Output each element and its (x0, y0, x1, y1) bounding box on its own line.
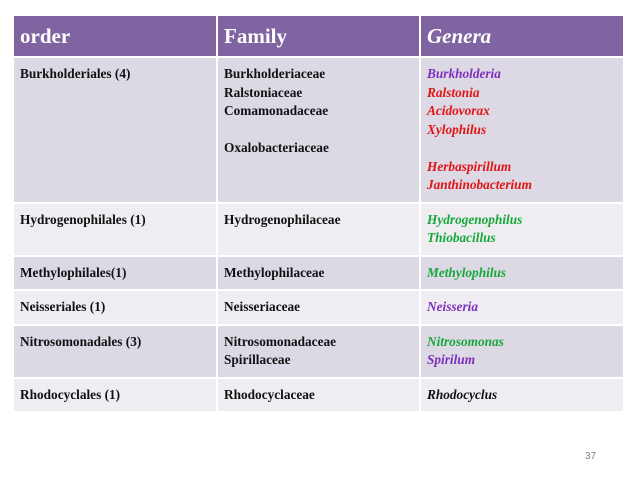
header-family: Family (217, 16, 420, 57)
order-cell (14, 57, 217, 203)
genus-name: Methylophilus (427, 264, 507, 280)
family-cell-line: Hydrogenophilaceae (224, 211, 341, 227)
order-cell (14, 325, 217, 378)
order-cell (14, 256, 217, 291)
genera-cell (420, 325, 623, 378)
family-cell (217, 256, 420, 291)
table-row (14, 290, 623, 325)
order-cell-line: Hydrogenophilales (1) (20, 211, 146, 227)
genus-name: Ralstonia (427, 84, 480, 100)
table-row (14, 57, 623, 203)
header-order: order (14, 16, 217, 57)
genus-name (427, 139, 617, 158)
order-cell (14, 203, 217, 256)
order-cell-line: Neisseriales (1) (20, 299, 106, 314)
order-cell-line: Nitrosomonadales (3) (20, 333, 142, 349)
table-row (14, 256, 623, 291)
table-row (14, 378, 623, 413)
family-cell-line: Comamonadaceae (224, 103, 329, 118)
order-cell-line: Burkholderiales (4) (20, 66, 131, 81)
family-cell-line: Methylophilaceae (224, 264, 325, 280)
genus-name: Thiobacillus (427, 230, 496, 245)
genus-name: Neisseria (427, 299, 478, 314)
family-cell (217, 378, 420, 413)
family-cell (217, 325, 420, 378)
genus-name: Nitrosomonas (427, 333, 504, 349)
family-cell-line: Ralstoniaceae (224, 84, 303, 100)
order-cell-line: Rhodocyclales (1) (20, 386, 121, 402)
genus-name: Acidovorax (427, 103, 490, 118)
family-cell-line: Spirillaceae (224, 352, 291, 367)
genus-name: Burkholderia (427, 66, 501, 81)
header-row (14, 16, 623, 57)
family-cell-line (224, 121, 413, 140)
family-cell (217, 290, 420, 325)
family-cell (217, 57, 420, 203)
header-genera: Genera (420, 16, 623, 57)
genus-name: Herbaspirillum (427, 158, 512, 174)
genera-cell (420, 290, 623, 325)
genus-name: Rhodocyclus (427, 386, 498, 402)
family-cell-line: Rhodocyclaceae (224, 386, 315, 402)
family-cell-line: Burkholderiaceae (224, 66, 326, 81)
genus-name: Hydrogenophilus (427, 211, 523, 227)
genera-cell (420, 378, 623, 413)
taxonomy-table (14, 16, 623, 413)
family-cell-line: Nitrosomonadaceae (224, 333, 337, 349)
family-cell (217, 203, 420, 256)
page-number: 37 (585, 451, 597, 462)
family-cell-line: Neisseriaceae (224, 299, 301, 314)
order-cell-line: Methylophilales(1) (20, 264, 127, 280)
genera-cell (420, 256, 623, 291)
genera-cell (420, 57, 623, 203)
order-cell (14, 378, 217, 413)
order-cell (14, 290, 217, 325)
genus-name: Xylophilus (427, 121, 487, 137)
genera-cell (420, 203, 623, 256)
genus-name: Janthinobacterium (427, 177, 532, 192)
table-row (14, 203, 623, 256)
family-cell-line: Oxalobacteriaceae (224, 140, 329, 155)
table-body (14, 57, 623, 412)
table-row (14, 325, 623, 378)
genus-name: Spirilum (427, 352, 476, 367)
